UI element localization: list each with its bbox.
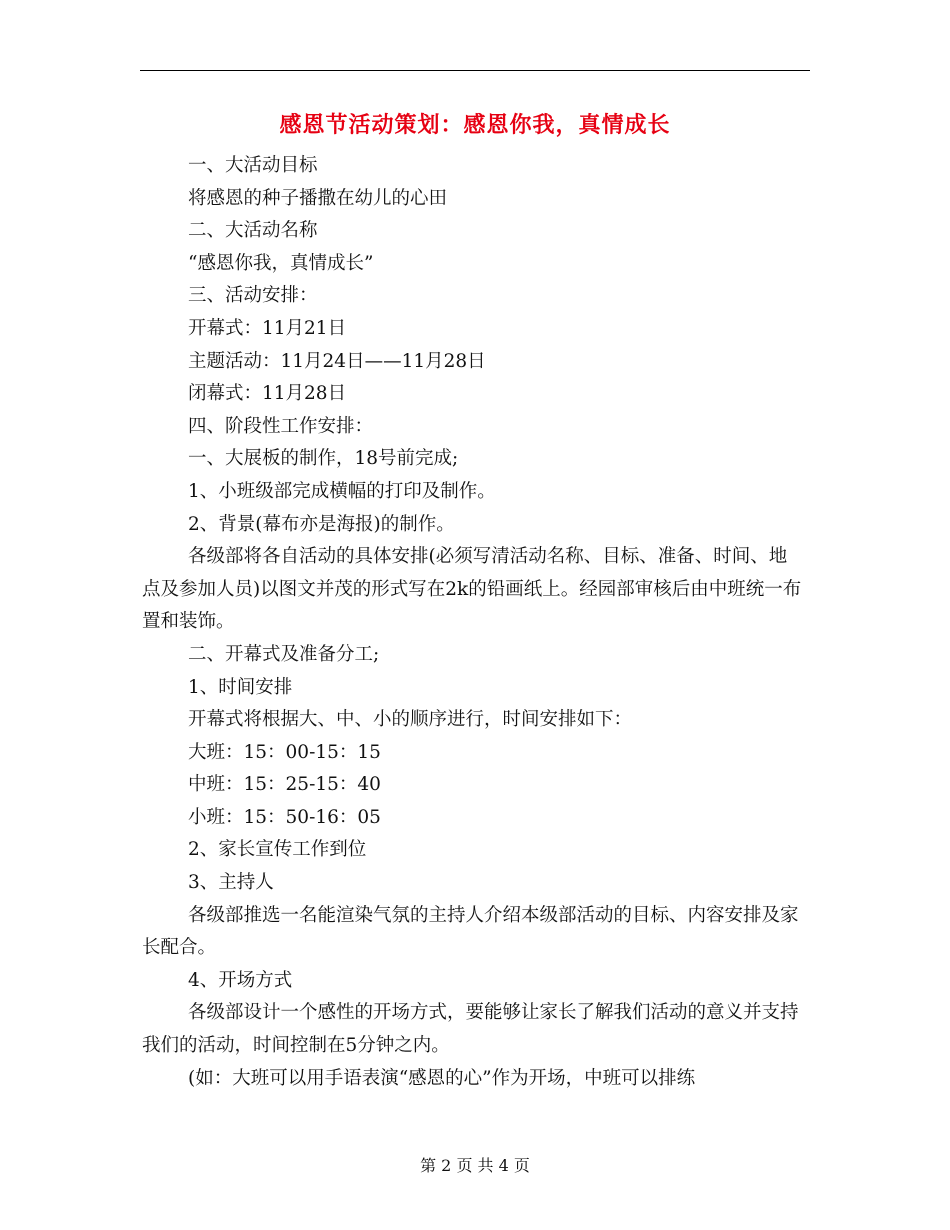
paragraph: 二、大活动名称 <box>188 220 318 242</box>
paragraph: 主题活动：11月24日——11月28日 <box>188 350 486 372</box>
paragraph: 各级部将各自活动的具体安排(必须写清活动名称、目标、准备、时间、地点及参加人员)以图文并茂的形式写在2k的铅画纸上。经园部审核后由中班统一布置和装饰。 <box>142 546 802 633</box>
document-body <box>142 150 802 1095</box>
paragraph: 4、开场方式 <box>188 969 293 991</box>
paragraph: 各级部设计一个感性的开场方式，要能够让家长了解我们活动的意义并支持我们的活动，时间控制在5分钟之内。 <box>142 1002 799 1057</box>
paragraph: 各级部推选一名能渲染气氛的主持人介绍本级部活动的目标、内容安排及家长配合。 <box>142 904 799 959</box>
paragraph: 四、阶段性工作安排： <box>188 415 374 437</box>
paragraph: 一、大展板的制作，18号前完成; <box>188 448 459 470</box>
paragraph: (如：大班可以用手语表演“感恩的心”作为开场，中班可以排练 <box>188 1067 696 1089</box>
paragraph: 开幕式将根据大、中、小的顺序进行，时间安排如下： <box>188 709 633 731</box>
paragraph: “感恩你我，真情成长” <box>188 252 374 274</box>
paragraph: 1、小班级部完成横幅的打印及制作。 <box>188 480 496 502</box>
paragraph: 1、时间安排 <box>188 676 293 698</box>
paragraph: 中班：15：25-15：40 <box>188 774 381 796</box>
document-title: 感恩节活动策划：感恩你我，真情成长 <box>279 112 671 138</box>
paragraph: 大班：15：00-15：15 <box>188 741 381 763</box>
page-footer: 第 2 页 共 4 页 <box>420 1156 530 1175</box>
paragraph: 一、大活动目标 <box>188 155 318 176</box>
paragraph: 将感恩的种子播撒在幼儿的心田 <box>188 187 448 209</box>
paragraph: 2、背景(幕布亦是海报)的制作。 <box>188 513 455 535</box>
paragraph: 二、开幕式及准备分工; <box>188 643 380 665</box>
paragraph: 2、家长宣传工作到位 <box>188 839 367 861</box>
paragraph: 三、活动安排： <box>188 285 318 307</box>
header-rule <box>140 70 810 71</box>
paragraph: 闭幕式：11月28日 <box>188 383 347 405</box>
paragraph: 3、主持人 <box>188 872 274 894</box>
paragraph: 开幕式：11月21日 <box>188 317 347 339</box>
paragraph: 小班：15：50-16：05 <box>188 806 381 828</box>
